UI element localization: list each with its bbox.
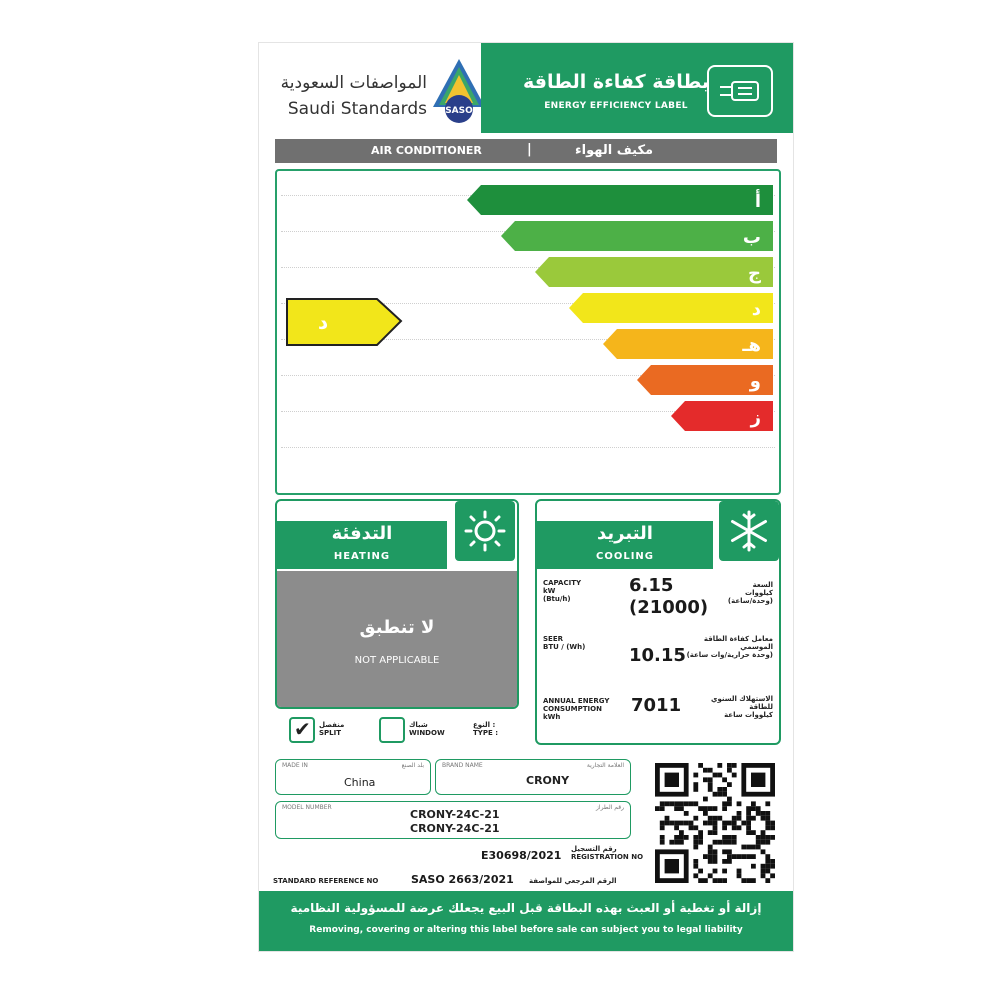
saso-logo-text: SASO xyxy=(445,106,473,116)
registration-label: رقم التسجيل REGISTRATION NO xyxy=(571,845,644,861)
not-applicable-english: NOT APPLICABLE xyxy=(354,655,440,666)
model-number-field xyxy=(275,801,631,839)
model-value-1: CRONY-24C-21 xyxy=(410,808,500,821)
brand-value: CRONY xyxy=(526,774,570,787)
made-in-caption-arabic: بلد الصنع xyxy=(401,762,424,769)
cooling-header xyxy=(537,521,713,569)
cooling-panel xyxy=(535,499,781,745)
standard-reference-label-arabic: الرقم المرجعي للمواصفة xyxy=(529,877,617,885)
brand-name-field xyxy=(435,759,631,795)
plug-icon xyxy=(707,65,773,117)
made-in-caption-english: MADE IN xyxy=(282,762,308,769)
capacity-btu-value: (21000) xyxy=(629,597,709,618)
window-label: شباك WINDOW xyxy=(409,721,445,737)
cooling-title-english: COOLING xyxy=(595,551,654,562)
model-value-2: CRONY-24C-21 xyxy=(410,822,500,835)
standard-reference-value: SASO 2663/2021 xyxy=(411,873,514,886)
efficiency-scale xyxy=(275,169,781,495)
made-in-value: China xyxy=(344,776,376,789)
qr-code-icon[interactable] xyxy=(655,763,775,883)
snowflake-icon xyxy=(719,501,779,561)
made-in-field xyxy=(275,759,431,795)
seer-value: 10.15 xyxy=(629,645,686,666)
registration-number: E30698/2021 xyxy=(481,849,562,862)
heating-header xyxy=(277,521,447,569)
check-icon: ✔ xyxy=(294,717,311,741)
annual-consumption-label-english: ANNUAL ENERGY CONSUMPTION kWh xyxy=(543,697,610,721)
label-title-arabic: بطاقة كفاءة الطاقة xyxy=(522,71,709,93)
type-label: النوع : TYPE : xyxy=(473,721,498,737)
not-applicable-arabic: لا تنطبق xyxy=(359,617,435,638)
saso-name-english: Saudi Standards xyxy=(287,99,427,119)
label-title-english: ENERGY EFFICIENCY LABEL xyxy=(544,101,688,111)
model-caption-arabic: رقم الطراز xyxy=(596,804,624,811)
scale-class-label: ز xyxy=(750,407,761,428)
scale-arrow-4 xyxy=(569,293,773,323)
model-caption-english: MODEL NUMBER xyxy=(282,804,332,811)
product-type-bar xyxy=(275,139,777,163)
cooling-title-arabic: التبريد xyxy=(597,523,653,544)
heating-title-arabic: التدفئة xyxy=(331,523,393,544)
window-checkbox[interactable] xyxy=(379,717,405,743)
scale-arrows xyxy=(277,171,779,493)
scale-class-label: أ xyxy=(754,191,761,212)
brand-caption-arabic: العلامة التجارية xyxy=(586,762,624,769)
scale-class-label: ب xyxy=(742,227,761,248)
split-label: منفصل SPLIT xyxy=(319,721,345,737)
footer-warning xyxy=(259,891,793,951)
brand-caption-english: BRAND NAME xyxy=(442,762,483,769)
standard-reference-label: STANDARD REFERENCE NO xyxy=(273,877,379,885)
capacity-label-arabic: السعة كيلووات (وحدة/ساعة) xyxy=(727,581,773,605)
split-checkbox[interactable] xyxy=(289,717,315,743)
product-name-english: AIR CONDITIONER xyxy=(371,144,482,157)
scale-arrow-2 xyxy=(501,221,773,251)
saso-logo-icon xyxy=(431,57,487,127)
scale-arrow-3 xyxy=(535,257,773,287)
scale-class-label: د xyxy=(751,299,761,320)
annual-consumption-label-arabic: الاستهلاك السنوي للطاقة كيلووات ساعة xyxy=(711,695,773,719)
seer-label-english: SEER BTU / (Wh) xyxy=(543,635,586,651)
heating-panel xyxy=(275,499,519,709)
capacity-kw-value: 6.15 xyxy=(629,575,674,596)
annual-consumption-value: 7011 xyxy=(631,695,682,716)
saso-name-arabic: المواصفات السعودية xyxy=(280,73,427,93)
heating-not-applicable-area xyxy=(277,571,517,707)
seer-label-arabic: معامل كفاءة الطاقة الموسمي (وحدة حرارية/وات ساعة) xyxy=(686,635,773,659)
footer-warning-arabic: إزالة أو تغطية أو العبث بهذه البطاقة قبل البيع يجعلك عرضة للمسؤولية النظامية xyxy=(290,901,762,915)
capacity-label-english: CAPACITY kW (Btu/h) xyxy=(543,579,582,603)
scale-class-label: و xyxy=(749,371,761,392)
heating-title-english: HEATING xyxy=(333,551,391,562)
rating-indicator-label: د xyxy=(317,310,329,334)
footer-warning-english: Removing, covering or altering this label before sale can subject you to legal liability xyxy=(309,925,743,935)
scale-class-label: هـ xyxy=(742,335,761,356)
energy-label xyxy=(258,42,794,952)
rating-indicator-arrow xyxy=(287,299,401,345)
sun-icon xyxy=(455,501,515,561)
product-name-arabic: مكيف الهواء xyxy=(575,143,654,158)
scale-class-label: ج xyxy=(748,263,761,284)
product-divider: | xyxy=(527,142,532,157)
scale-arrow-1 xyxy=(467,185,773,215)
